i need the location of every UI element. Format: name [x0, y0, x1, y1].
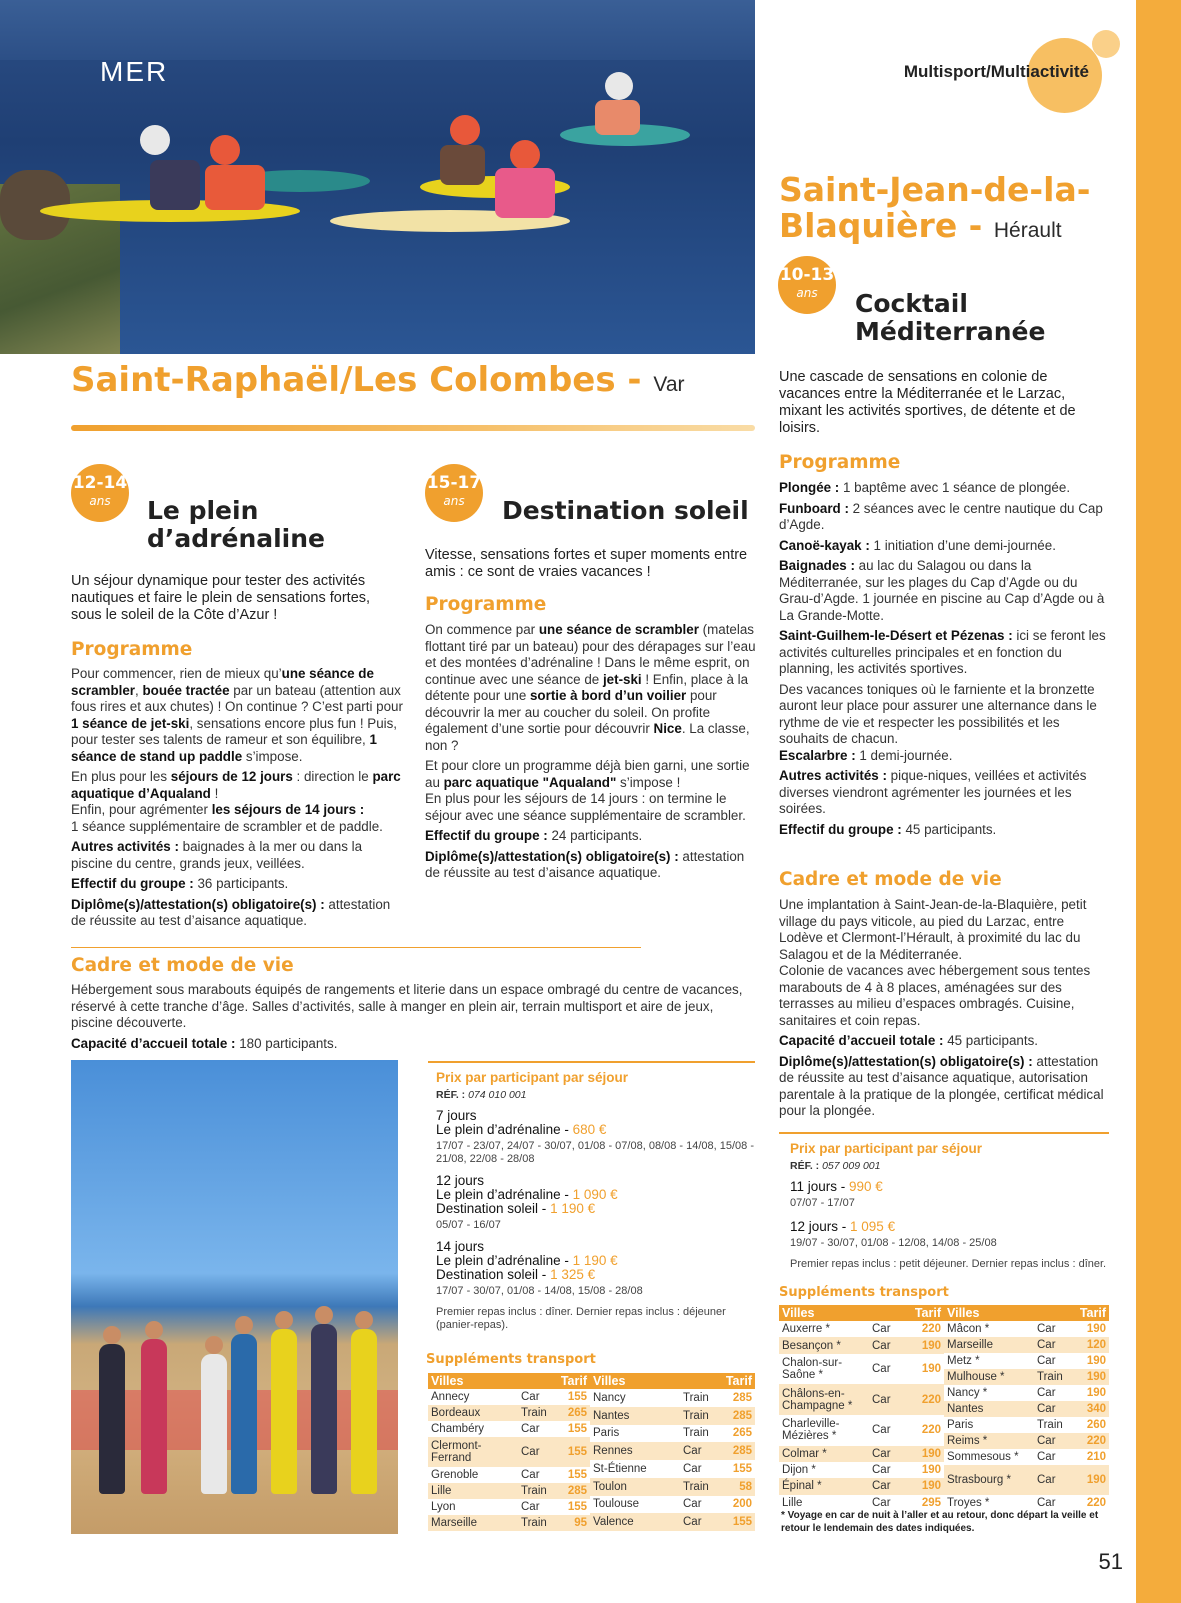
transport-price: 285 [717, 1442, 755, 1460]
transport-price: 190 [1071, 1369, 1109, 1385]
left-title-rule [71, 425, 755, 431]
transport-city: Colmar * [779, 1446, 869, 1462]
transport-mode: Car [521, 1501, 540, 1513]
transport-mode: Car [1037, 1387, 1056, 1399]
transport-city: Chambéry [431, 1423, 485, 1435]
transport-city: Auxerre * [782, 1323, 830, 1336]
transport-row [944, 1417, 1109, 1433]
left-transport-table: Villes Tarif Annecy Car 155 Bordeaux Train 265 Chambéry Car 155 Clermont-Ferrand Car 155 Grenoble Car 155 Lille Train 285 Lyon Car 155 Marseille Train 95 Villes Tarif Nancy Train 285 Nantes Train 285 Paris Train 265 Rennes Car 285 St-Étienne Car 155 Toulon Train 58 Toulouse Car 200 Valence Car 155 [428, 1373, 755, 1531]
left-price-rule [428, 1061, 755, 1063]
sejour2-programme: On commence par une séance de scrambler (matelas flottant tiré par un bateau) pour des dérapages sur l’eau et des montées d’adrénaline ! Dans le même esprit, on continue avec une séance de jet-ski ! Enfin, place à la détente pour une sortie à bord d’un voilier pour découvrir la mer au coucher du soleil. On profite également d’une sortie pour découvrir Nice. La classe, non ? Et pour clore un programme déjà bien garni, une sortie au parc aquatique "Aqualand" s’impose ! En plus pour les séjours de 14 jours : on termine le séjour avec une séance supplémentaire de scrambler. Effectif du groupe : 24 participants. Diplôme(s)/attestation(s) obligatoire(s) : attestation de réussite au test d’aisance aquatique. [425, 622, 756, 880]
transport-mode: Car [518, 1437, 554, 1467]
right-department: Hérault [993, 219, 1062, 242]
transport-mode: Car [869, 1478, 901, 1494]
right-price-box: Prix par participant par séjour RÉF. : 057 009 001 11 jours - 990 € 07/07 - 17/07 12 jours - 1 095 € 19/07 - 30/07, 01/08 - 12/08, 14/08 - 25/08 Premier repas inclus : petit déjeuner. Dernier repas inclus : dîner. [790, 1141, 1110, 1271]
transport-mode: Car [872, 1496, 891, 1509]
transport-row [944, 1353, 1109, 1369]
sejour1-title: Le plein d’adrénaline [147, 496, 326, 553]
transport-price: 220 [921, 1323, 941, 1336]
transport-mode: Car [872, 1323, 891, 1336]
transport-mode: Car [872, 1464, 891, 1477]
transport-row [779, 1415, 944, 1446]
right-programme: Plongée : 1 baptême avec 1 séance de plongée. Funboard : 2 séances avec le centre nautique du Cap d’Agde. Canoë-kayak : 1 initiation d’une demi-journée. Baignades : au lac du Salagou ou dans la Méditerranée, sur les plages du Cap d’Agde ou du Grau-d’Agde. 1 journée en piscine au Cap d’Agde ou à La Grande-Motte. Saint-Guilhem-le-Désert et Pézenas : ici se feront les activités culturelles principales et en fonction du planning, les activités sportives. Des vacances toniques où le farniente et la bronzette auront leur place pour assurer une alternance dans le rythme de vie et respecter les possibilités et les souhaits de chacun. Escalarbre : 1 demi-journée. Autres activités : pique-niques, veillées et activités diverses viendront agrémenter les journées et les soirées. Effectif du groupe : 45 participants. [779, 480, 1106, 837]
transport-city: Troyes * [947, 1497, 990, 1509]
transport-footnote: * Voyage en car de nuit à l’aller et au retour, donc départ la veille et retour le lendemain des dates indiquées. [781, 1510, 1099, 1534]
transport-mode: Car [1034, 1401, 1071, 1417]
transport-price: 190 [901, 1337, 944, 1353]
sejour1-programme-heading: Programme [71, 639, 193, 660]
left-price-box: Prix par participant par séjour RÉF. : 074 010 001 7 jours Le plein d’adrénaline - 680 € 17/07 - 23/07, 24/07 - 30/07, 01/08 - 07/08, 08/08 - 14/08, 15/08 - 21/08, 22/08 - 28/08 12 jours Le plein d’adrénaline - 1 090 € Destination soleil - 1 190 € 05/07 - 16/07 14 jours Le plein d’adrénaline - 1 190 € Destination soleil - 1 325 € 17/07 - 30/07, 01/08 - 14/08, 15/08 - 28/08 Premier repas inclus : dîner. Dernier repas inclus : déjeuner (panier-repas). [436, 1070, 755, 1331]
age-badge-10-13: 10-13 ans [778, 256, 836, 314]
transport-city: Chalon-sur-Saône * [782, 1357, 843, 1381]
transport-row [779, 1446, 944, 1462]
transport-price: 190 [1086, 1323, 1106, 1335]
transport-row [779, 1354, 944, 1385]
transport-city: Lyon [431, 1501, 456, 1513]
transport-city: Sommesous * [947, 1451, 1019, 1463]
transport-price: 285 [717, 1407, 755, 1425]
transport-mode: Train [518, 1483, 554, 1499]
transport-mode: Car [869, 1337, 901, 1353]
transport-city: St-Étienne [593, 1462, 647, 1475]
transport-city: Valence [590, 1513, 680, 1531]
transport-price: 155 [717, 1513, 755, 1531]
transport-row [944, 1433, 1109, 1449]
transport-mode: Car [521, 1423, 540, 1435]
transport-city: Rennes [590, 1442, 680, 1460]
transport-row [779, 1384, 944, 1415]
transport-price: 285 [732, 1391, 752, 1404]
transport-mode: Car [1037, 1323, 1056, 1335]
transport-city: Grenoble [431, 1469, 479, 1481]
transport-row [428, 1389, 590, 1405]
age-badge-12-14: 12-14 ans [71, 464, 129, 522]
transport-price: 200 [732, 1498, 752, 1511]
section-title: Multisport/Multiactivité [903, 62, 1089, 81]
transport-mode: Train [683, 1427, 709, 1440]
transport-city: Marseille [428, 1515, 518, 1531]
transport-mode: Train [680, 1478, 717, 1496]
right-sejour-title: Cocktail Méditerranée [855, 289, 1046, 346]
transport-row [944, 1369, 1109, 1385]
transport-price: 220 [1071, 1433, 1109, 1449]
right-transport-table: Villes Tarif Auxerre * Car 220 Besançon * Car 190 Chalon-sur-Saône * Car 190 Châlons-en-Champagne * Car 220 Charleville-Mézières * Car 220 Colmar * Car 190 Dijon * Car 190 Épinal * Car 190 Lille Car 295 Villes Tarif Mâcon * Car 190 Marseille Car 120 Metz * Car 190 Mulhouse * Train 190 Nancy * Car 190 Nantes Car 340 Paris Train 260 Reims * Car 220 Sommesous * Car 210 Strasbourg * Car 190 Troyes * Car 220 [779, 1305, 1109, 1511]
transport-price: 155 [732, 1462, 752, 1475]
transport-city: Reims * [944, 1433, 1034, 1449]
sejour1-programme: Pour commencer, rien de mieux qu’une séance de scrambler, bouée tractée par un bateau (attention aux fous rires et aux chutes) ! On continue ? C’est parti pour 1 séance de jet-ski, sensations encore plus fun ! Puis, pour tester ses talents de rameur et son équilibre, 1 séance de stand up paddle s’impose. En plus pour les séjours de 12 jours : direction le parc aquatique d’Aqualand ! Enfin, pour agrémenter les séjours de 14 jours : 1 séance supplémentaire de scrambler et de paddle. Autres activités : baignades à la mer ou dans la piscine du centre, grands jeux, veillées. Effectif du groupe : 36 participants. Diplôme(s)/attestation(s) obligatoire(s) : attestation de réussite au test d’aisance aquatique. [71, 666, 403, 928]
transport-mode: Car [521, 1391, 540, 1403]
transport-price: 265 [554, 1405, 590, 1421]
transport-price: 340 [1071, 1401, 1109, 1417]
transport-city: Châlons-en-Champagne * [779, 1384, 869, 1415]
transport-city: Clermont-Ferrand [428, 1437, 518, 1467]
right-transport-heading: Suppléments transport [779, 1285, 949, 1300]
transport-city: Charleville-Mézières * [782, 1418, 840, 1443]
transport-row [428, 1499, 590, 1515]
transport-row [428, 1483, 590, 1499]
transport-row [590, 1442, 755, 1460]
transport-city: Dijon * [782, 1464, 816, 1477]
transport-city: Metz * [947, 1355, 980, 1367]
transport-row [590, 1496, 755, 1514]
transport-city: Annecy [431, 1391, 470, 1403]
transport-price: 155 [567, 1391, 587, 1403]
sejour2-title: Destination soleil [502, 496, 749, 525]
transport-mode: Car [683, 1462, 702, 1475]
transport-city: Mâcon * [947, 1323, 990, 1335]
transport-city: Bordeaux [428, 1405, 518, 1421]
cadre-rule [71, 947, 641, 948]
right-programme-heading: Programme [779, 452, 901, 473]
transport-city: Épinal * [779, 1478, 869, 1494]
transport-row [428, 1421, 590, 1437]
transport-city: Marseille [944, 1337, 1034, 1353]
transport-price: 155 [554, 1437, 590, 1467]
age-badge-15-17: 15-17 ans [425, 464, 483, 522]
transport-price: 155 [567, 1423, 587, 1435]
transport-mode: Car [869, 1446, 901, 1462]
transport-city: Toulouse [593, 1498, 640, 1511]
transport-city: Nancy [593, 1391, 626, 1404]
transport-price: 190 [1086, 1355, 1106, 1367]
transport-city: Toulon [590, 1478, 680, 1496]
transport-row [590, 1478, 755, 1496]
transport-mode: Train [683, 1391, 709, 1404]
transport-row [779, 1462, 944, 1478]
transport-mode: Train [680, 1407, 717, 1425]
transport-price: 285 [554, 1483, 590, 1499]
transport-row [590, 1425, 755, 1443]
transport-mode: Car [521, 1469, 540, 1481]
left-price-title: Prix par participant par séjour [436, 1070, 629, 1085]
transport-row [944, 1385, 1109, 1401]
transport-mode: Train [518, 1515, 554, 1531]
sejour1-intro: Un séjour dynamique pour tester des activités nautiques et faire le plein de sensations fortes, sous le soleil de la Côte d’Azur ! [71, 573, 371, 623]
transport-mode: Car [1037, 1497, 1056, 1509]
transport-row [944, 1449, 1109, 1465]
beach-group-photo [71, 1060, 398, 1534]
transport-city: Paris [947, 1419, 974, 1431]
category-label: MER [100, 56, 169, 87]
transport-mode: Car [683, 1498, 702, 1511]
transport-city: Lille [428, 1483, 518, 1499]
transport-row [428, 1405, 590, 1421]
right-location-title: Saint-Jean-de-la- Blaquière - Hérault [779, 170, 1091, 245]
left-cadre-heading: Cadre et mode de vie [71, 955, 294, 976]
transport-price: 155 [567, 1501, 587, 1513]
transport-row [944, 1465, 1109, 1495]
transport-price: 220 [1086, 1497, 1106, 1509]
right-cadre-heading: Cadre et mode de vie [779, 869, 1002, 890]
transport-row [428, 1515, 590, 1531]
transport-mode: Car [680, 1442, 717, 1460]
transport-mode: Car [1037, 1355, 1056, 1367]
transport-row [944, 1321, 1109, 1337]
left-cadre-text: Hébergement sous marabouts équipés de rangements et literie dans un espace ombragé du centre de vacances, réservé à cette tranche d’âge. Salles d’activités, salle à manger en plein air, terrain multisport et aire de jeux, piscine découverte. Capacité d’accueil totale : 180 participants. [71, 982, 743, 1051]
page-number: 51 [1098, 1549, 1123, 1574]
transport-city: Strasbourg * [944, 1465, 1034, 1495]
side-color-band [1136, 0, 1181, 1603]
transport-city: Nancy * [947, 1387, 988, 1399]
transport-mode: Car [872, 1363, 891, 1375]
left-location-title: Saint-Raphaël/Les Colombes - Var [71, 360, 685, 400]
transport-mode: Car [680, 1513, 717, 1531]
transport-price: 265 [732, 1427, 752, 1440]
transport-price: 190 [1071, 1465, 1109, 1495]
transport-mode: Train [518, 1405, 554, 1421]
transport-row [428, 1437, 590, 1467]
transport-mode: Car [1037, 1451, 1056, 1463]
transport-row [590, 1513, 755, 1531]
transport-price: 95 [554, 1515, 590, 1531]
transport-price: 190 [901, 1446, 944, 1462]
left-transport-heading: Suppléments transport [426, 1352, 596, 1367]
transport-price: 190 [901, 1478, 944, 1494]
transport-price: 295 [921, 1496, 941, 1509]
transport-row [944, 1337, 1109, 1353]
transport-mode: Train [1037, 1419, 1063, 1431]
transport-mode: Car [1034, 1337, 1071, 1353]
right-price-rule [779, 1132, 1109, 1134]
transport-price: 155 [567, 1469, 587, 1481]
transport-price: 220 [921, 1424, 941, 1437]
transport-city: Besançon * [779, 1337, 869, 1353]
transport-city: Lille [782, 1496, 803, 1509]
transport-row [779, 1478, 944, 1494]
transport-price: 190 [1086, 1387, 1106, 1399]
transport-row [428, 1467, 590, 1483]
transport-price: 190 [921, 1464, 941, 1477]
transport-price: 220 [901, 1384, 944, 1415]
transport-city: Paris [593, 1427, 620, 1440]
transport-price: 260 [1086, 1419, 1106, 1431]
transport-city: Mulhouse * [944, 1369, 1034, 1385]
transport-row [944, 1401, 1109, 1417]
transport-price: 120 [1071, 1337, 1109, 1353]
transport-city: Nantes [590, 1407, 680, 1425]
transport-mode: Car [1034, 1433, 1071, 1449]
sejour2-programme-heading: Programme [425, 594, 547, 615]
right-price-title: Prix par participant par séjour [790, 1141, 983, 1156]
right-intro: Une cascade de sensations en colonie de vacances entre la Méditerranée et le Larzac, mixant les activités sportives, de détente et de loisirs. [779, 369, 1076, 436]
tag-bubble-small [1092, 30, 1120, 58]
transport-mode: Car [872, 1424, 891, 1437]
sejour2-intro: Vitesse, sensations fortes et super moments entre amis : ce sont de vraies vacances ! [425, 547, 748, 580]
left-department: Var [653, 373, 685, 396]
kayak-photo [0, 0, 755, 354]
transport-price: 210 [1086, 1451, 1106, 1463]
transport-mode: Train [1034, 1369, 1071, 1385]
transport-mode: Car [869, 1384, 901, 1415]
right-cadre-text: Une implantation à Saint-Jean-de-la-Blaquière, petit village du pays viticole, au pied du Larzac, entre Lodève et Clermont-l’Hérault, à proximité du lac du Salagou et de la Méditerranée. Colonie de vacances avec hébergement sous tentes marabouts de 4 à 8 places, aménagées sur des terrasses au milieu d’espaces ombragés. Cuisine, sanitaires et coin repas. Capacité d’accueil totale : 45 participants. Diplôme(s)/attestation(s) obligatoire(s) : attestation de réussite au test d’aisance aquatique, autorisation parentale à la pratique de la plongée, certificat médical pour la plongée. [779, 897, 1104, 1118]
transport-price: 58 [717, 1478, 755, 1496]
transport-mode: Car [1034, 1465, 1071, 1495]
transport-city: Nantes [944, 1401, 1034, 1417]
transport-row [779, 1321, 944, 1337]
transport-price: 190 [921, 1363, 941, 1375]
transport-row [590, 1407, 755, 1425]
transport-row [779, 1337, 944, 1353]
transport-row [590, 1460, 755, 1478]
transport-row [590, 1389, 755, 1407]
